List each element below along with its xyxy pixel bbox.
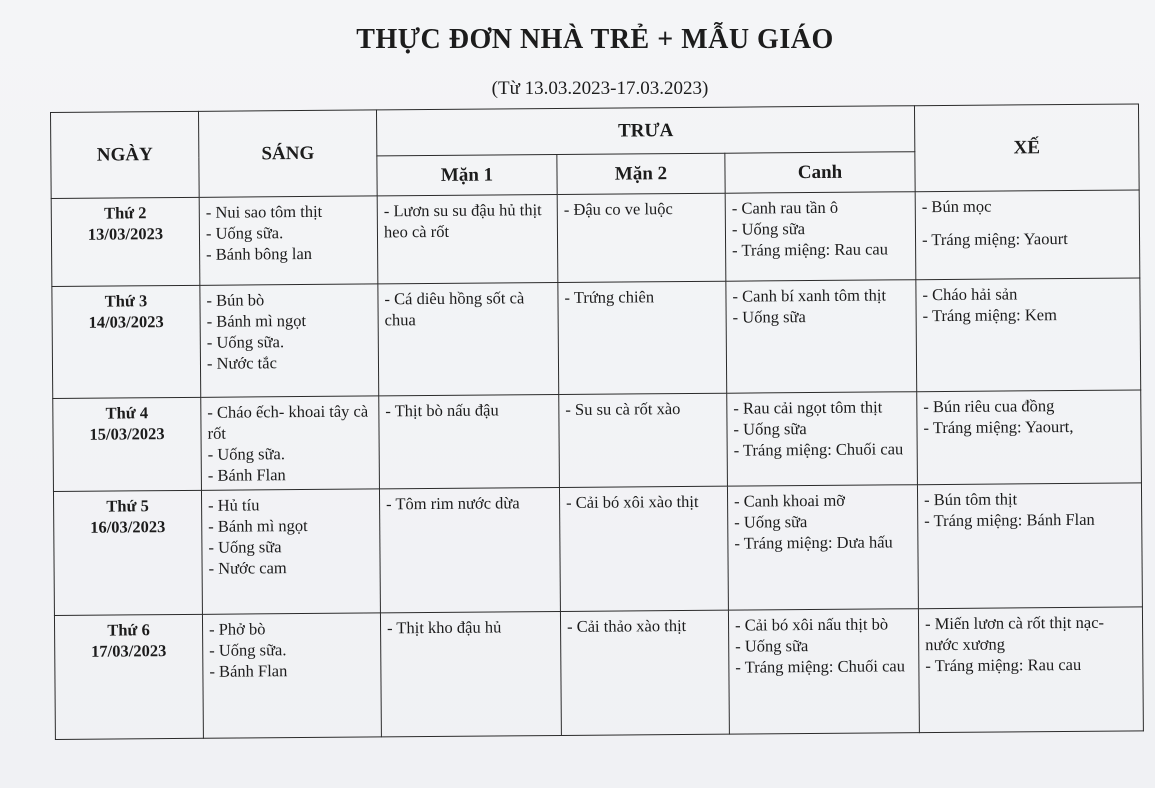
man2-cell [558, 281, 727, 394]
table-row [54, 607, 1143, 740]
day-cell [52, 285, 201, 398]
header-canh: Canh [725, 152, 915, 193]
menu-item: - Uống sữa [735, 636, 809, 656]
xe-cell [917, 390, 1142, 485]
day-name: Thứ 3 [104, 291, 148, 311]
day-name: Thứ 5 [106, 496, 149, 516]
menu-item: - Uống sữa [208, 537, 282, 557]
menu-item: - Su su cà rốt xào [565, 399, 681, 419]
man1-cell [380, 612, 561, 737]
man2-cell [557, 193, 726, 282]
menu-item: - Bánh bông lan [206, 243, 313, 264]
table-row [52, 278, 1141, 399]
menu-item: - Canh rau tần ô [731, 197, 839, 218]
header-xe: XẾ [914, 104, 1139, 192]
menu-item: - Uống sữa. [206, 332, 285, 352]
xe-cell [917, 483, 1142, 609]
canh-cell [727, 485, 918, 610]
menu-item: - Uống sữa. [209, 640, 287, 660]
day-date: 14/03/2023 [88, 312, 164, 332]
menu-item: - Tráng miệng: Chuối cau [735, 656, 906, 677]
menu-item: - Cá diêu hồng sốt cà chua [384, 288, 525, 330]
xe-cell [918, 607, 1143, 733]
menu-item: - Canh bí xanh tôm thịt [732, 285, 887, 306]
menu-item: - Cải bó xôi xào thịt [566, 491, 699, 512]
menu-item: - Uống sữa. [207, 444, 285, 464]
day-date: 15/03/2023 [89, 424, 165, 444]
menu-item: - Thịt bò nấu đậu [385, 400, 499, 421]
table-row [51, 190, 1140, 287]
menu-item: - Rau cải ngọt tôm thịt [733, 397, 883, 418]
menu-item: - Tráng miệng: Dưa hấu [734, 532, 893, 553]
day-date: 16/03/2023 [90, 517, 166, 537]
menu-item: - Uống sữa [732, 307, 806, 327]
canh-cell [726, 280, 917, 393]
day-cell [51, 197, 200, 286]
menu-item: - Tráng miệng: Yaourt, [923, 416, 1074, 438]
menu-item: - Cháo ếch- khoai tây cà rốt [207, 401, 369, 443]
man2-cell [559, 486, 728, 611]
header-man1: Mặn 1 [377, 155, 557, 196]
man2-cell [559, 393, 728, 487]
menu-item: - Tráng miệng: Rau cau [732, 239, 889, 260]
date-range: (Từ 13.03.2023-17.03.2023) [491, 78, 709, 99]
header-man2: Mặn 2 [557, 153, 725, 194]
table-row [53, 390, 1142, 492]
menu-item: - Thịt kho đậu hủ [386, 617, 502, 638]
menu-item: - Uống sữa [733, 419, 807, 439]
day-cell [54, 614, 203, 739]
header-ngay: NGÀY [51, 111, 200, 198]
canh-cell [727, 392, 918, 486]
sang-cell [201, 489, 380, 614]
xe-cell [916, 278, 1141, 392]
menu-item: - Hủ tíu [208, 495, 260, 515]
menu-item: - Tráng miệng: Bánh Flan [924, 509, 1095, 531]
day-date: 17/03/2023 [91, 641, 167, 661]
sang-cell [202, 613, 381, 738]
menu-item: - Uống sữa. [205, 223, 284, 243]
menu-item: - Bún riêu cua đồng [923, 396, 1055, 417]
menu-item: - Phở bò [208, 619, 266, 639]
menu-item: - Nui sao tôm thịt [205, 201, 323, 222]
menu-item: - Lươn su su đậu hủ thịt heo cà rốt [383, 200, 542, 242]
xe-cell [915, 190, 1140, 280]
menu-item: - Uống sữa [731, 219, 806, 239]
menu-item: - Miến lươn cà rốt thịt nạc- nước xương [924, 612, 1105, 655]
menu-item: - Cải thảo xào thịt [566, 616, 687, 636]
sang-cell [200, 284, 379, 397]
header-sang: SÁNG [198, 110, 377, 197]
menu-table-body [51, 190, 1143, 740]
menu-item: - Cháo hải sản [922, 284, 1018, 305]
menu-item: - Bánh mì ngọt [206, 310, 307, 331]
canh-cell [728, 609, 919, 734]
menu-item: - Trứng chiên [564, 287, 655, 307]
menu-item: - Nước tắc [206, 353, 277, 373]
day-name: Thứ 4 [105, 403, 149, 423]
document-title: THỰC ĐƠN NHÀ TRẺ + MẪU GIÁO [356, 24, 834, 55]
menu-item: - Bún mọc [921, 196, 992, 217]
man1-cell [379, 395, 560, 489]
menu-item: - Tráng miệng: Chuối cau [733, 439, 904, 460]
menu-item: - Bún bò [206, 290, 265, 310]
menu-item: - Bánh Flan [209, 661, 288, 681]
menu-table [50, 103, 1144, 740]
man1-cell [379, 488, 560, 613]
menu-item: - Tráng miệng: Rau cau [925, 654, 1082, 676]
day-cell [53, 397, 202, 491]
man2-cell [560, 610, 729, 735]
menu-item: - Đậu co ve luộc [563, 199, 673, 219]
sang-cell [201, 396, 380, 490]
day-cell [53, 490, 202, 615]
day-name: Thứ 6 [107, 620, 150, 640]
menu-item: - Cải bó xôi nấu thịt bò [734, 614, 889, 635]
man1-cell [377, 195, 558, 284]
canh-cell [725, 192, 916, 281]
menu-item: - Bánh Flan [207, 465, 286, 485]
menu-item: - Nước cam [208, 558, 287, 578]
table-row [53, 483, 1142, 616]
day-date: 13/03/2023 [87, 224, 164, 244]
menu-item: - Bún tôm thịt [923, 489, 1018, 510]
menu-item: - Tráng miệng: Yaourt [921, 229, 1068, 250]
header-trua: TRƯA [376, 106, 914, 156]
menu-item: - Bánh mì ngọt [208, 515, 308, 536]
sang-cell [199, 196, 378, 285]
menu-item: - Uống sữa [734, 512, 808, 532]
menu-item: - Tráng miệng: Kem [922, 305, 1057, 326]
menu-item: - Canh khoai mỡ [734, 490, 846, 511]
day-name: Thứ 2 [103, 203, 147, 223]
menu-table-wrapper [50, 103, 1144, 740]
menu-item: - Tôm rim nước dừa [386, 493, 520, 514]
man1-cell [378, 283, 559, 396]
